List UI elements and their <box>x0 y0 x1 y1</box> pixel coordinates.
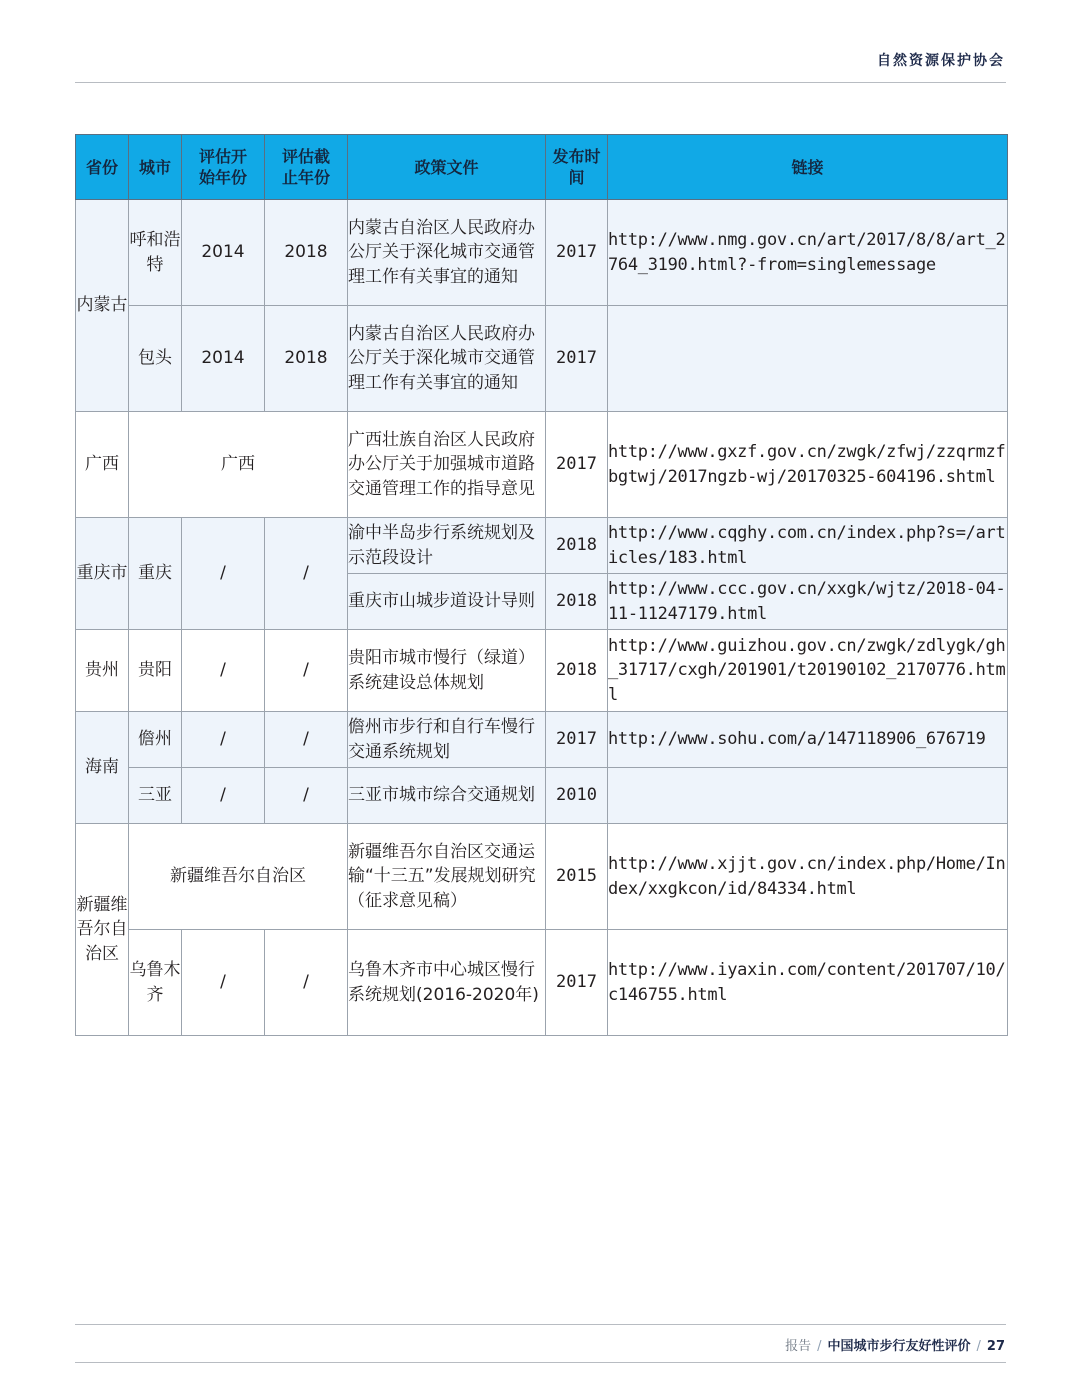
city-cell: 乌鲁木齐 <box>129 930 182 1036</box>
province-cell: 广西 <box>76 412 129 518</box>
header-start-year: 评估开始年份 <box>182 135 265 200</box>
start-year-cell: / <box>182 630 265 712</box>
table-row <box>76 712 1008 768</box>
link-cell[interactable]: http://www.ccc.gov.cn/xxgk/wjtz/2018-04-11-11247179.html <box>608 574 1008 630</box>
header-city: 城市 <box>129 135 182 200</box>
province-cell: 新疆维吾尔自治区 <box>76 824 129 1036</box>
city-cell: 重庆 <box>129 518 182 630</box>
policy-doc-cell: 三亚市城市综合交通规划 <box>348 768 546 824</box>
header-publish-year: 发布时间 <box>546 135 608 200</box>
footer-report-title: 中国城市步行友好性评价 <box>827 1339 971 1354</box>
publish-year-cell: 2018 <box>546 518 608 574</box>
publish-year-cell: 2018 <box>546 574 608 630</box>
link-cell[interactable]: http://www.iyaxin.com/content/201707/10/c146755.html <box>608 930 1008 1036</box>
link-cell[interactable]: http://www.xjjt.gov.cn/index.php/Home/Index/xxgkcon/id/84334.html <box>608 824 1008 930</box>
page-number: 27 <box>986 1339 1005 1354</box>
table-row <box>76 306 1008 412</box>
header-policy-doc: 政策文件 <box>348 135 546 200</box>
publish-year-cell: 2017 <box>546 930 608 1036</box>
end-year-cell: / <box>265 930 348 1036</box>
publish-year-cell: 2010 <box>546 768 608 824</box>
policy-doc-cell: 新疆维吾尔自治区交通运输“十三五”发展规划研究（征求意见稿） <box>348 824 546 930</box>
merged-city-cell: 新疆维吾尔自治区 <box>129 824 348 930</box>
footer-report-label: 报告 <box>785 1339 812 1354</box>
table-header-row <box>76 135 1008 200</box>
link-cell[interactable]: http://www.nmg.gov.cn/art/2017/8/8/art_2764_3190.html?-from=singlemessage <box>608 200 1008 306</box>
publish-year-cell: 2017 <box>546 306 608 412</box>
start-year-cell: / <box>182 712 265 768</box>
footer-divider-top <box>75 1324 1006 1325</box>
organization-name: 自然资源保护协会 <box>877 53 1005 69</box>
end-year-cell: / <box>265 768 348 824</box>
policy-doc-cell: 贵阳市城市慢行（绿道）系统建设总体规划 <box>348 630 546 712</box>
header-link: 链接 <box>608 135 1008 200</box>
merged-city-cell: 广西 <box>129 412 348 518</box>
table-row <box>76 518 1008 574</box>
province-cell: 内蒙古 <box>76 200 129 412</box>
publish-year-cell: 2017 <box>546 712 608 768</box>
link-cell[interactable]: http://www.sohu.com/a/147118906_676719 <box>608 712 1008 768</box>
policy-doc-cell: 广西壮族自治区人民政府办公厅关于加强城市道路交通管理工作的指导意见 <box>348 412 546 518</box>
publish-year-cell: 2017 <box>546 200 608 306</box>
table-row <box>76 824 1008 930</box>
table-row <box>76 200 1008 306</box>
start-year-cell: 2014 <box>182 306 265 412</box>
start-year-cell: / <box>182 930 265 1036</box>
end-year-cell: / <box>265 630 348 712</box>
start-year-cell: / <box>182 518 265 630</box>
link-cell[interactable] <box>608 306 1008 412</box>
footer-divider-bottom <box>75 1362 1006 1363</box>
header-end-year: 评估截止年份 <box>265 135 348 200</box>
table-row <box>76 768 1008 824</box>
policy-doc-cell: 乌鲁木齐市中心城区慢行系统规划(2016-2020年) <box>348 930 546 1036</box>
policy-doc-cell: 内蒙古自治区人民政府办公厅关于深化城市交通管理工作有关事宜的通知 <box>348 306 546 412</box>
publish-year-cell: 2018 <box>546 630 608 712</box>
end-year-cell: / <box>265 518 348 630</box>
publish-year-cell: 2017 <box>546 412 608 518</box>
end-year-cell: / <box>265 712 348 768</box>
province-cell: 贵州 <box>76 630 129 712</box>
policy-doc-cell: 重庆市山城步道设计导则 <box>348 574 546 630</box>
page-footer <box>785 1335 1005 1354</box>
city-cell: 儋州 <box>129 712 182 768</box>
footer-separator: / <box>817 1339 822 1354</box>
city-cell: 呼和浩特 <box>129 200 182 306</box>
city-cell: 包头 <box>129 306 182 412</box>
province-cell: 海南 <box>76 712 129 824</box>
table-row <box>76 630 1008 712</box>
province-cell: 重庆市 <box>76 518 129 630</box>
city-cell: 三亚 <box>129 768 182 824</box>
start-year-cell: 2014 <box>182 200 265 306</box>
header-divider <box>75 82 1006 83</box>
policy-doc-cell: 儋州市步行和自行车慢行交通系统规划 <box>348 712 546 768</box>
link-cell[interactable] <box>608 768 1008 824</box>
table-row <box>76 930 1008 1036</box>
policy-doc-cell: 渝中半岛步行系统规划及示范段设计 <box>348 518 546 574</box>
link-cell[interactable]: http://www.guizhou.gov.cn/zwgk/zdlygk/gh_31717/cxgh/201901/t20190102_2170776.html <box>608 630 1008 712</box>
publish-year-cell: 2015 <box>546 824 608 930</box>
policy-table <box>75 134 1008 1036</box>
policy-doc-cell: 内蒙古自治区人民政府办公厅关于深化城市交通管理工作有关事宜的通知 <box>348 200 546 306</box>
header-province: 省份 <box>76 135 129 200</box>
end-year-cell: 2018 <box>265 200 348 306</box>
city-cell: 贵阳 <box>129 630 182 712</box>
table-row <box>76 412 1008 518</box>
link-cell[interactable]: http://www.cqghy.com.cn/index.php?s=/articles/183.html <box>608 518 1008 574</box>
footer-separator: / <box>976 1339 981 1354</box>
start-year-cell: / <box>182 768 265 824</box>
link-cell[interactable]: http://www.gxzf.gov.cn/zwgk/zfwj/zzqrmzfbgtwj/2017ngzb-wj/20170325-604196.shtml <box>608 412 1008 518</box>
end-year-cell: 2018 <box>265 306 348 412</box>
